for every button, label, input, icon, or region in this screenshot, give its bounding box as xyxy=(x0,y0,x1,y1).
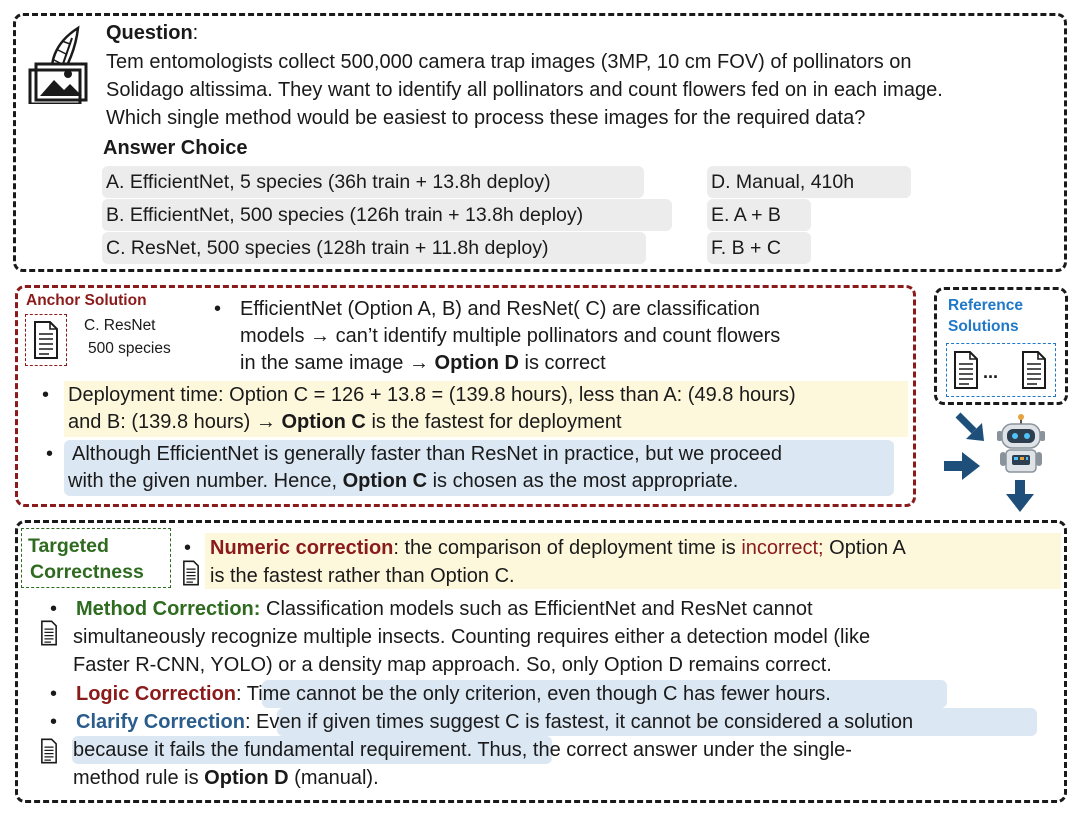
anchor-bullet-3: • Although EfficientNet is generally faster than ResNet in practice, but we proceed xyxy=(72,440,782,469)
anchor-doc-caption-1: C. ResNet xyxy=(84,317,156,334)
question-heading: Question xyxy=(106,22,193,44)
choice-f: F. B + C xyxy=(707,232,811,264)
question-line-3: Which single method would be easiest to process these images for the required data? xyxy=(106,107,866,129)
anchor-solution-label: Anchor Solution xyxy=(26,292,147,309)
reference-label-2: Solutions xyxy=(948,318,1019,335)
choice-b: B. EfficientNet, 500 species (126h train + 13.8h deploy) xyxy=(102,199,672,231)
method-correction: • Method Correction: Classification models such as EfficientNet and ResNet cannot xyxy=(76,595,813,624)
anchor-bullet-1-line-2: models → can’t identify multiple pollinators and count flowers xyxy=(240,325,781,347)
arrow-right-icon xyxy=(944,452,980,480)
anchor-bullet-2-line-2: and B: (139.8 hours) → Option C is the fastest for deployment xyxy=(68,411,622,433)
document-icon xyxy=(33,320,59,360)
method-correction-line-3: Faster R-CNN, YOLO) or a density map approach. So, only Option D remains correct. xyxy=(73,654,832,676)
document-icon xyxy=(40,738,58,764)
reference-label-1: Reference xyxy=(948,297,1023,314)
targeted-label-2: Correctness xyxy=(30,561,144,583)
document-icon xyxy=(182,560,200,586)
feather-image-icon xyxy=(26,24,98,104)
document-icon xyxy=(1021,350,1047,390)
reference-ellipsis: ... xyxy=(983,362,999,382)
anchor-bullet-2: • Deployment time: Option C = 126 + 13.8 = (139.8 hours), less than A: (49.8 hours) xyxy=(68,381,796,410)
choice-e: E. A + B xyxy=(707,199,811,231)
question-line-1: Tem entomologists collect 500,000 camera trap images (3MP, 10 cm FOV) of pollinators on xyxy=(106,51,912,73)
question-line-2: Solidago altissima. They want to identify all pollinators and count flowers fed on in each image. xyxy=(106,79,943,101)
clarify-correction-line-3: method rule is Option D (manual). xyxy=(73,767,379,789)
arrow-down-icon xyxy=(1006,480,1034,512)
clarify-correction: • Clarify Correction: Even if given times suggest C is fastest, it cannot be considered a solution xyxy=(76,708,913,737)
method-correction-line-2: simultaneously recognize multiple insects. Counting requires either a detection model (like xyxy=(73,626,871,648)
clarify-correction-line-2: because it fails the fundamental requirement. Thus, the correct answer under the single- xyxy=(73,739,852,761)
anchor-doc-caption-2: 500 species xyxy=(88,340,171,357)
choice-c: C. ResNet, 500 species (128h train + 11.8h deploy) xyxy=(102,232,646,264)
numeric-correction: • Numeric correction: the comparison of deployment time is incorrect; Option A xyxy=(210,534,906,563)
robot-icon xyxy=(994,414,1048,476)
choice-a: A. EfficientNet, 5 species (36h train + 13.8h deploy) xyxy=(102,166,644,198)
answer-choice-heading: Answer Choice xyxy=(103,137,248,159)
document-icon xyxy=(953,350,979,390)
choice-d: D. Manual, 410h xyxy=(707,166,911,198)
numeric-correction-line-2: is the fastest rather than Option C. xyxy=(210,565,515,587)
targeted-label-1: Targeted xyxy=(28,535,109,557)
logic-correction: • Logic Correction: Time cannot be the only criterion, even though C has fewer hours. xyxy=(76,680,831,709)
anchor-bullet-3-line-2: with the given number. Hence, Option C is chosen as the most appropriate. xyxy=(68,470,739,492)
document-icon xyxy=(40,620,58,646)
anchor-bullet-1: • EfficientNet (Option A, B) and ResNet( C) are classification xyxy=(240,295,760,324)
anchor-bullet-1-line-3: in the same image → Option D is correct xyxy=(240,352,606,374)
arrow-down-right-icon xyxy=(954,411,990,445)
